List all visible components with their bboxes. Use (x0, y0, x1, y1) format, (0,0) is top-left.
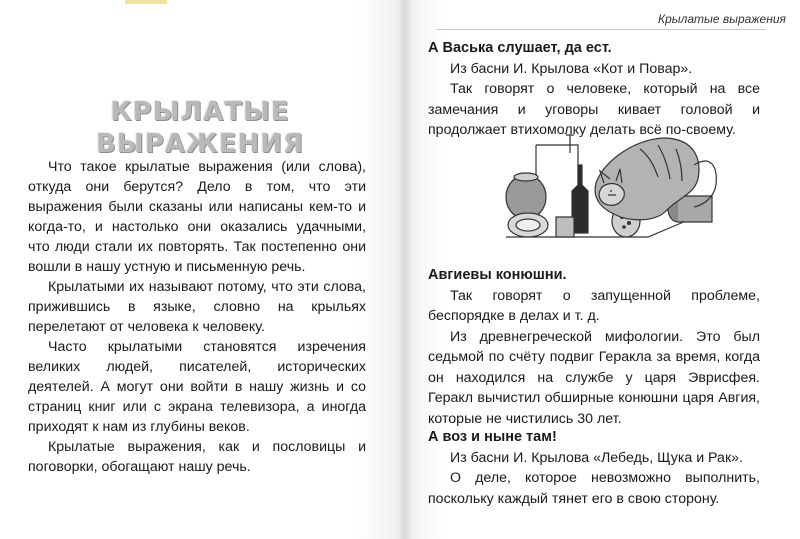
idiom-source: Из древнегреческой мифологии. Это был седьмой по счёту подвиг Геракла за время, когда он находился на службе у царя Эврисфея. Геракл вычистил обширные конюшни царя Авгия, которые не чистились 30 лет. (428, 328, 760, 427)
yellow-tab-marker (125, 0, 167, 4)
idiom-entry (428, 427, 760, 509)
idiom-meaning: Так говорят о человеке, который на все замечания и уговоры кивает головой и продолжает втихомолку делать всё по-своему. (428, 81, 760, 138)
chapter-title-line1: КРЫЛАТЫЕ (110, 97, 290, 127)
header-rule (436, 29, 766, 30)
intro-text (28, 157, 366, 477)
intro-paragraph: Что такое крылатые выражения (или слова), откуда они берутся? Дело в том, что эти выражения были сказаны или написаны кем-то и когда-то, и настолько они оказались удачными, что люди стали их повторять. Так постепенно они вошли в нашу устную и письменную речь. (28, 159, 366, 275)
idiom-meaning: Так говорят о запущенной проблеме, беспорядке в делах и т. д. (428, 287, 760, 324)
idiom-source: Из басни И. Крылова «Лебедь, Щука и Рак». (450, 449, 743, 466)
chapter-title (50, 96, 350, 160)
idiom-title: А воз и ныне там! (428, 429, 557, 445)
intro-paragraph: Крылатые выражения, как и пословицы и поговорки, обогащают нашу речь. (28, 439, 366, 475)
idiom-title: А Васька слушает, да ест. (428, 40, 612, 56)
idiom-title: Авгиевы конюшни. (428, 267, 567, 283)
cat-eating-illustration-icon (498, 125, 724, 243)
idiom-source: Из басни И. Крылова «Кот и Повар». (450, 60, 693, 77)
running-head: Крылатые выражения (658, 12, 786, 26)
intro-paragraph: Крылатыми их называют потому, что эти слова, прижившись в языке, словно на крыльях перелетают от человека к человеку. (28, 279, 366, 335)
chapter-title-line2: ВЫРАЖЕНИЯ (95, 129, 305, 159)
idiom-meaning: О деле, которое невозможно выполнить, поскольку каждый тянет его в свою сторону. (428, 470, 760, 507)
idiom-entry (428, 265, 760, 429)
book-gutter (398, 0, 412, 539)
intro-paragraph: Часто крылатыми становятся изречения великих людей, писателей, исторических деятелей. А могут они войти в нашу жизнь и со страниц книг или с экрана телевизора, а иногда приходят к нам из глубины веков. (28, 339, 366, 435)
